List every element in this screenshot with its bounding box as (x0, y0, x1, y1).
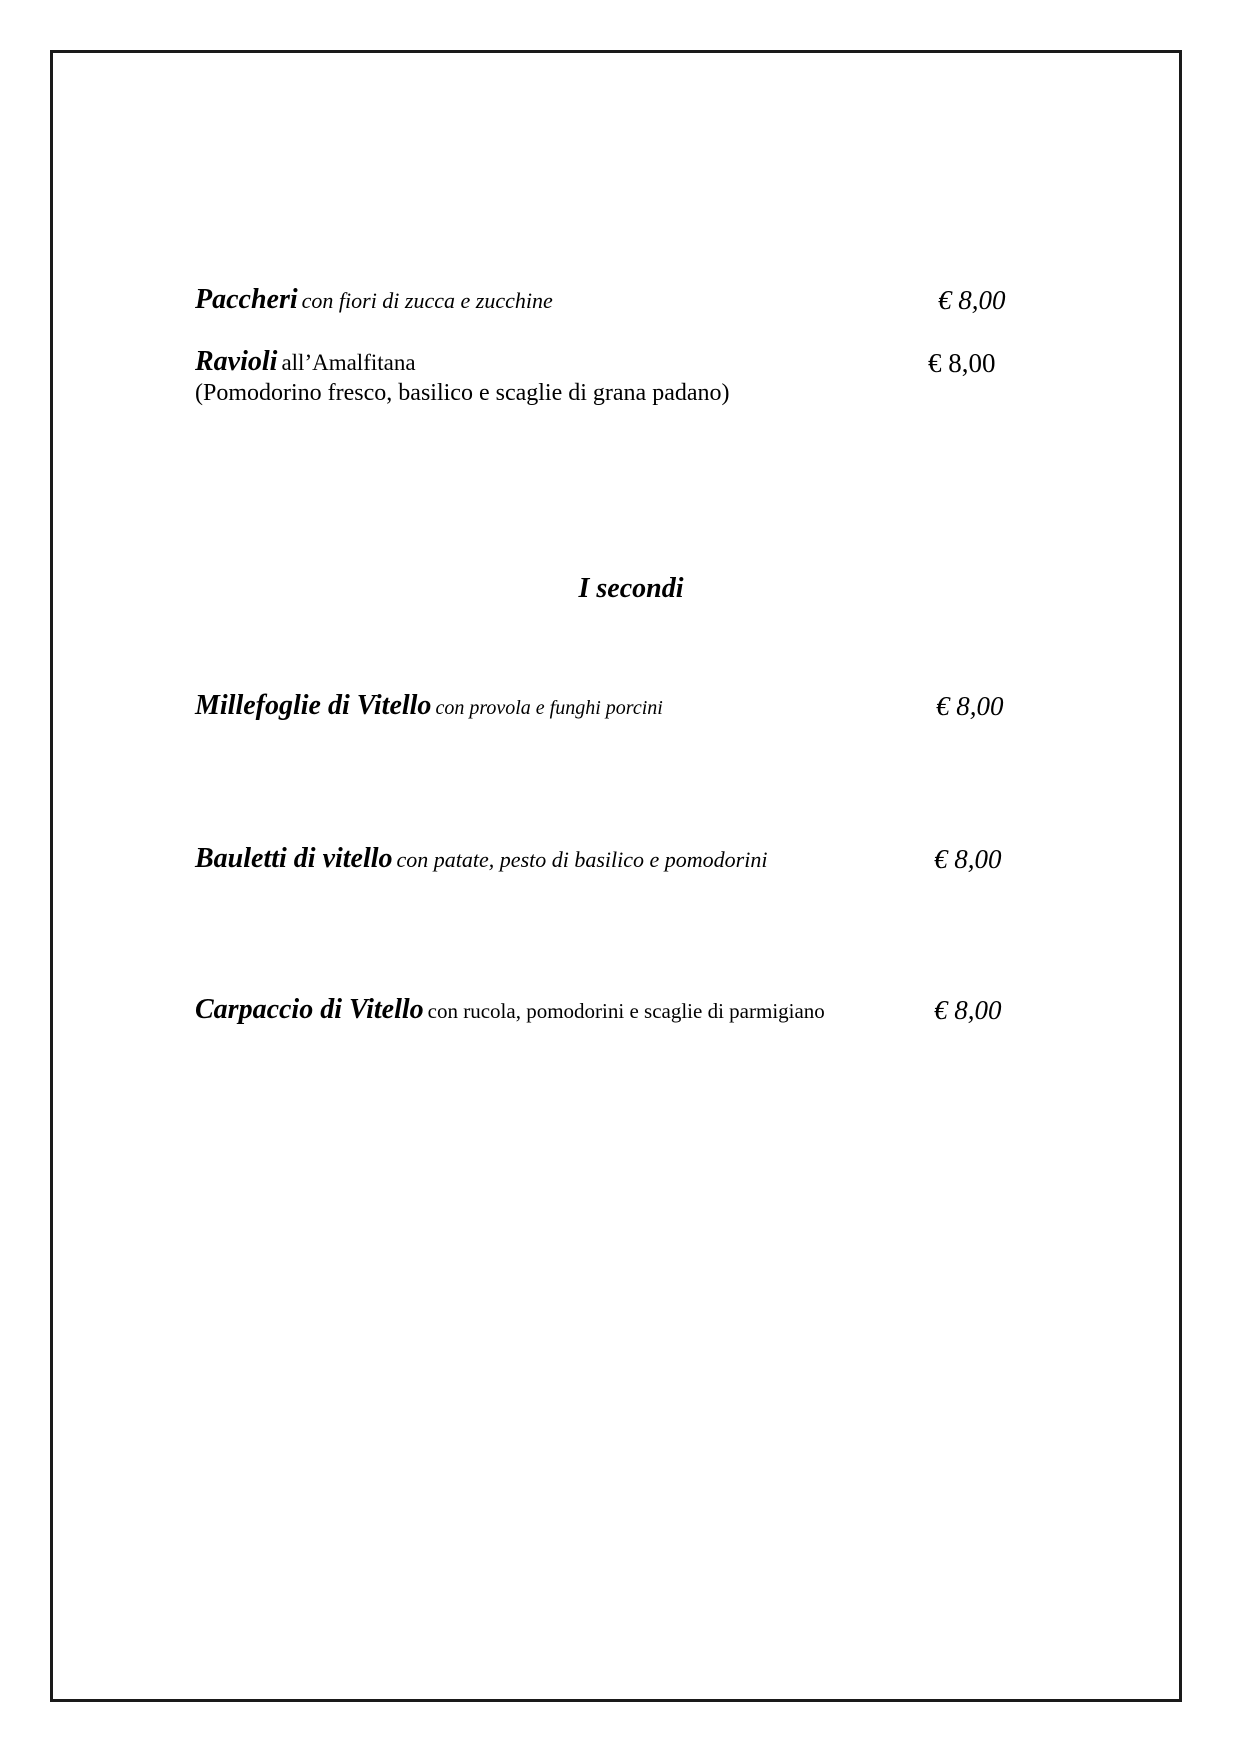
dish-description: all’Amalfitana (281, 350, 416, 375)
dish-price: € 8,00 (934, 995, 1002, 1025)
menu-item-ravioli (195, 346, 730, 407)
dish-name: Bauletti di vitello (195, 843, 393, 874)
dish-description: con patate, pesto di basilico e pomodorini (396, 847, 768, 872)
dish-price: € 8,00 (938, 285, 1006, 315)
dish-price: € 8,00 (936, 691, 1004, 721)
dish-name: Ravioli (195, 346, 278, 377)
dish-name: Paccheri (195, 284, 298, 315)
dish-name: Millefoglie di Vitello (195, 690, 432, 721)
menu-item-carpaccio (195, 994, 825, 1026)
dish-description: con provola e funghi porcini (435, 697, 663, 719)
dish-description: con fiori di zucca e zucchine (301, 288, 553, 313)
dish-name: Carpaccio di Vitello (195, 994, 424, 1025)
section-title-secondi: I secondi (578, 573, 684, 604)
dish-subline: (Pomodorino fresco, basilico e scaglie di grana padano) (195, 380, 730, 406)
menu-item-millefoglie (195, 690, 663, 722)
dish-price: € 8,00 (934, 844, 1002, 874)
dish-price: € 8,00 (928, 348, 996, 378)
dish-description: con rucola, pomodorini e scaglie di parmigiano (427, 999, 825, 1023)
menu-item-paccheri (195, 284, 553, 316)
menu-item-bauletti (195, 843, 767, 875)
